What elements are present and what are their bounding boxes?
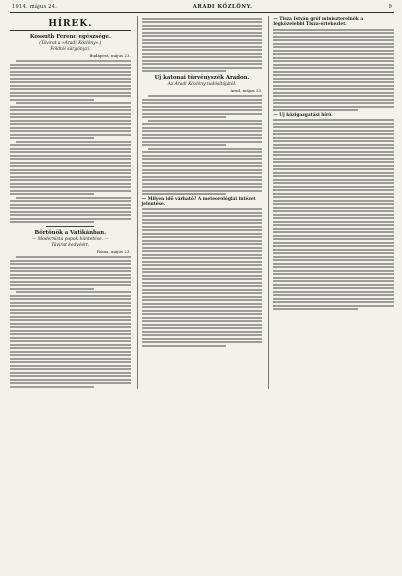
page-number: 9 xyxy=(388,4,392,10)
article-1-body xyxy=(10,60,131,223)
masthead: ARADI KÖZLÖNY. xyxy=(192,4,253,10)
article-1-subtitle-2: Földtól sürgönyzi. xyxy=(50,47,91,52)
article-2-body xyxy=(10,256,131,388)
article-6-body xyxy=(273,119,394,310)
page-header xyxy=(10,4,394,13)
article-4-lead: — Milyen idő várható? A meteorológiai intézet jelentése. xyxy=(141,196,256,207)
article-1-dateline: Budapest, május 23. xyxy=(89,53,131,58)
article-1-title: Kossuth Ferenc egészsége. xyxy=(29,34,111,40)
article-6-lead: — Uj közigazgatási bíró. xyxy=(273,112,333,118)
article-2-dateline: Róma, május 23. xyxy=(96,249,131,254)
article-2-subtitle: — Modernista papok büntetése. — xyxy=(31,237,109,242)
issue-date: 1914. május 24. xyxy=(12,4,58,10)
column-2 xyxy=(137,16,263,389)
section-title: HÍREK. xyxy=(10,19,131,31)
column-1 xyxy=(10,16,131,389)
divider xyxy=(46,226,94,227)
article-3-title: Uj katonai türvényszék Aradon. xyxy=(154,75,250,81)
article-5-body xyxy=(273,29,394,112)
column-3 xyxy=(268,16,394,389)
article-3-dateline: Arad, május 23. xyxy=(230,88,263,93)
article-3-body xyxy=(142,95,263,195)
article-2-title: Börtönök a Vatikánban. xyxy=(34,230,107,236)
column-2-top-body xyxy=(142,18,263,73)
columns xyxy=(10,16,394,389)
article-1-subtitle: (Távirat a »Aradi Közlöny«.) xyxy=(39,41,102,46)
article-4-body xyxy=(142,208,263,347)
article-5-lead: — Tisza István gróf miniszterelnök a legközelebbi Tisza-értekezlet. xyxy=(273,17,364,27)
article-3-subtitle: Az Aradi Közlöny tudósítójától. xyxy=(167,82,237,87)
article-2-subtitle-2: Távirat kedvéért. xyxy=(51,243,90,248)
